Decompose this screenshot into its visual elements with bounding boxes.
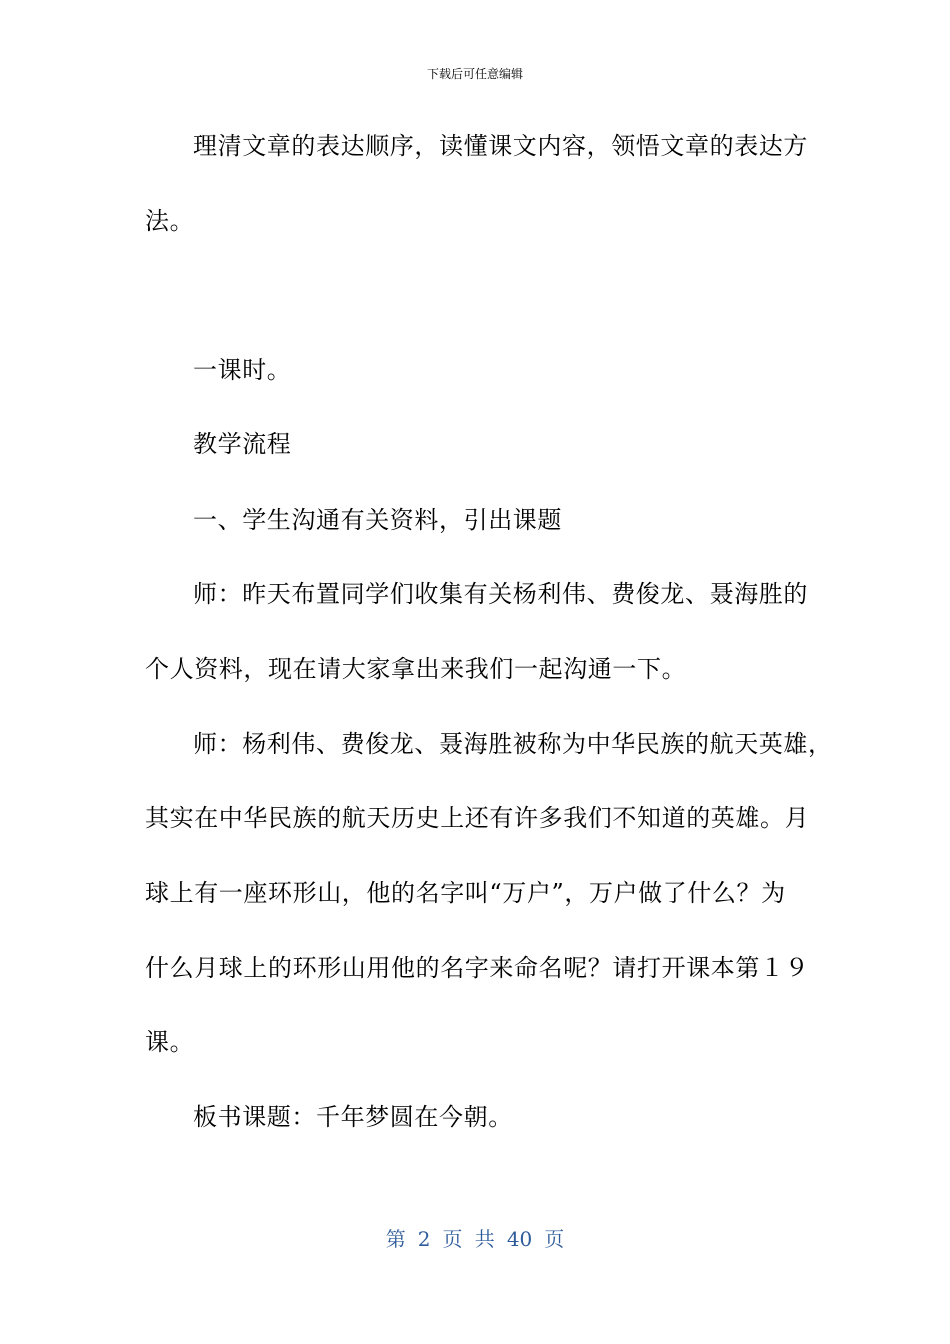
header-note: 下载后可任意编辑: [426, 67, 523, 81]
text-line-13: 板书课题：千年梦圆在今朝。: [193, 1103, 513, 1131]
footer-total-pages: 40: [506, 1227, 533, 1251]
footer-suffix: 页: [544, 1227, 565, 1251]
text-line-3: 一课时。: [193, 356, 292, 384]
section-heading-one: 一、学生沟通有关资料，引出课题: [193, 506, 562, 534]
text-line-8: 师：杨利伟、费俊龙、聂海胜被称为中华民族的航天英雄，: [193, 730, 833, 758]
text-line-9: 其实在中华民族的航天历史上还有许多我们不知道的英雄。月: [145, 804, 810, 832]
text-line-11: 什么月球上的环形山用他的名字来命名呢？请打开课本第１９: [145, 954, 810, 982]
text-line-2: 法。: [145, 207, 195, 235]
text-line-12: 课。: [145, 1028, 195, 1056]
text-line-10: 球上有一座环形山，他的名字叫“万户”，万户做了什么？为: [145, 879, 786, 907]
text-line-6: 师：昨天布置同学们收集有关杨利伟、费俊龙、聂海胜的: [193, 580, 808, 608]
text-line-1: 理清文章的表达顺序，读懂课文内容，领悟文章的表达方: [193, 132, 808, 160]
text-line-7: 个人资料，现在请大家拿出来我们一起沟通一下。: [145, 655, 687, 683]
footer-page-number: 2: [417, 1227, 431, 1251]
page-footer: [0, 1226, 950, 1252]
section-heading-teaching-process: 教学流程: [193, 430, 292, 458]
footer-middle: 页 共: [442, 1227, 495, 1251]
footer-prefix: 第: [385, 1227, 406, 1251]
